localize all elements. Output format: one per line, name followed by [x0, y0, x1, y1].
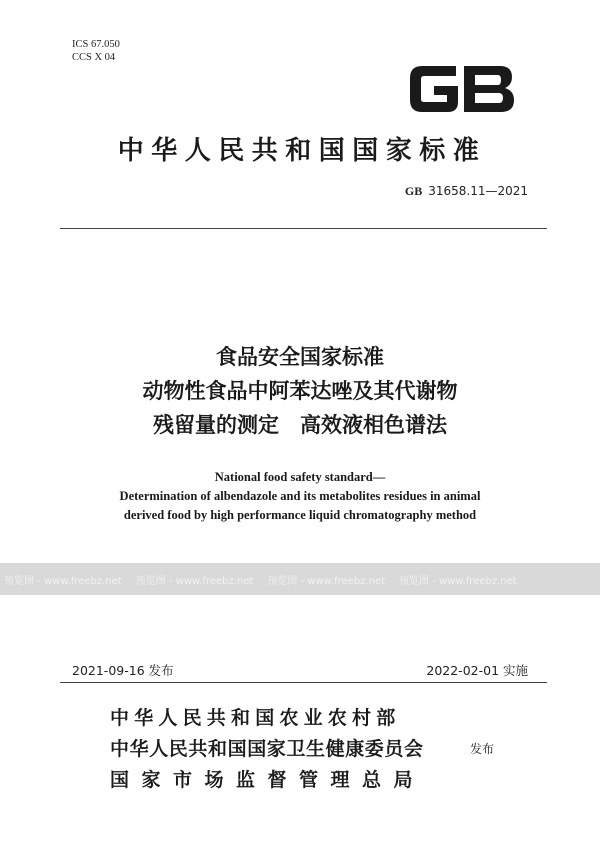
- gb-logo: [404, 58, 520, 118]
- issuer-line: 中华人民共和国农业农村部: [110, 707, 401, 729]
- cn-title-line: 残留量的测定 高效液相色谱法: [153, 413, 447, 437]
- cn-title-line: 动物性食品中阿苯达唑及其代谢物: [142, 379, 458, 403]
- english-title: [0, 468, 600, 525]
- cn-title-line: 食品安全国家标准: [216, 345, 384, 369]
- en-title-line: Determination of albendazole and its metabolites residues in animal: [119, 489, 481, 503]
- issuer-line: 国家市场监督管理总局: [110, 769, 426, 791]
- header-divider: [60, 228, 547, 229]
- en-title-line: National food safety standard—: [214, 470, 386, 484]
- ccs-code: CCS X 04: [72, 52, 116, 63]
- watermark-text: 预览图 - www.freebz.net: [267, 575, 386, 587]
- issue-date: 2021-09-16 发布: [72, 663, 174, 678]
- footer-divider: [60, 682, 547, 683]
- standard-prefix: GB: [404, 184, 423, 198]
- en-title-line: derived food by high performance liquid chromatography method: [123, 508, 477, 522]
- watermark-text: 预览图 - www.freebz.net: [4, 575, 122, 587]
- standard-number: [405, 184, 528, 199]
- ics-code: ICS 67.050: [72, 39, 120, 50]
- watermark-text: 预览图 - www.freebz.net: [135, 575, 254, 587]
- publish-label: 发布: [470, 742, 495, 756]
- standard-category: 中华人民共和国国家标准: [117, 136, 487, 166]
- issuing-authorities: [110, 703, 425, 796]
- issuer-line: 中华人民共和国国家卫生健康委员会: [110, 738, 424, 760]
- implementation-date: 2022-02-01 实施: [426, 663, 528, 678]
- classification-codes: [72, 38, 120, 64]
- chinese-title: [0, 340, 600, 442]
- watermark-text: 预览图 - www.freebz.net: [399, 575, 517, 587]
- watermark-band: [0, 563, 600, 595]
- standard-code: 31658.11—2021: [428, 184, 528, 198]
